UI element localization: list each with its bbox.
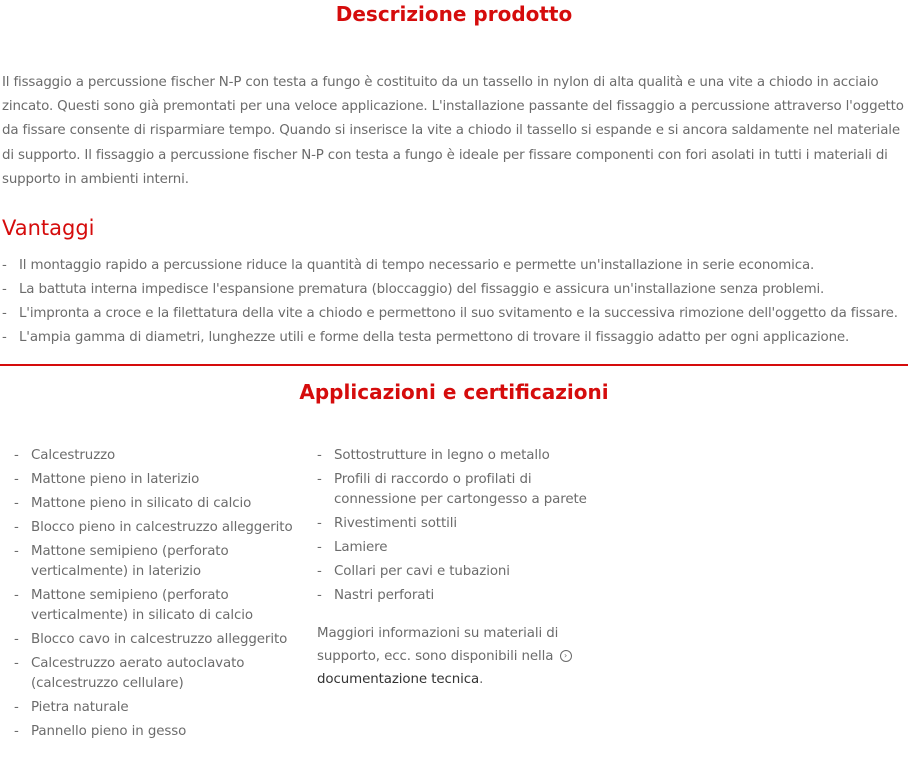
material-text: Calcestruzzo xyxy=(31,448,116,463)
advantage-text: La battuta interna impedisce l'espansione prematura (bloccaggio) del fissaggio e assicura un'installazione senza problemi. xyxy=(19,282,825,297)
advantages-list xyxy=(2,254,908,350)
dash-icon: - xyxy=(14,656,19,671)
material-text: Mattone semipieno (perforato verticalmente) in laterizio xyxy=(31,544,229,579)
application-text: Lamiere xyxy=(334,540,388,555)
application-text: Collari per cavi e tubazioni xyxy=(334,564,510,579)
dash-icon: - xyxy=(2,306,7,321)
list-item xyxy=(2,326,908,350)
material-text: Pietra naturale xyxy=(31,700,129,715)
list-item xyxy=(13,630,303,650)
dash-icon: - xyxy=(317,472,322,487)
description-text: Il fissaggio a percussione fischer N-P con testa a fungo è costituito da un tassello in nylon di alta qualità e una vite a chiodo in acciaio zincato. Questi sono già premontati per una veloce applicazione. L'installazione passante del fissaggio a percussione attraverso l'oggetto da fissare consente di risparmiare tempo. Quando si inserisce la vite a chiodo il tassello si espande e si ancora saldamente nel materiale di supporto. Il fissaggio a percussione fischer N-P con testa a fungo è ideale per fissare componenti con fori asolati in tutti i materiali di supporto in ambienti interni. xyxy=(2,75,904,187)
list-item xyxy=(2,302,908,326)
list-item xyxy=(13,446,303,466)
list-item xyxy=(316,514,606,534)
dash-icon: - xyxy=(14,724,19,739)
list-item xyxy=(316,538,606,558)
list-item xyxy=(13,586,303,626)
dash-icon: - xyxy=(317,516,322,531)
list-item xyxy=(13,542,303,582)
section-divider xyxy=(0,364,908,366)
dash-icon: - xyxy=(14,520,19,535)
application-text: Rivestimenti sottili xyxy=(334,516,457,531)
material-text: Calcestruzzo aerato autoclavato (calcestruzzo cellulare) xyxy=(31,656,245,691)
application-text: Profili di raccordo o profilati di connessione per cartongesso a parete xyxy=(334,472,587,507)
more-info-text: Maggiori informazioni su materiali di supporto, ecc. sono disponibili nella xyxy=(317,626,559,664)
dash-icon: - xyxy=(14,700,19,715)
dash-icon: - xyxy=(317,448,322,463)
chevron-right-circle-icon[interactable]: › xyxy=(560,650,572,662)
dash-icon: - xyxy=(317,540,322,555)
dash-icon: - xyxy=(14,544,19,559)
dash-icon: - xyxy=(14,472,19,487)
list-item xyxy=(13,470,303,490)
materials-list xyxy=(13,446,303,746)
list-item xyxy=(13,654,303,694)
dash-icon: - xyxy=(14,632,19,647)
material-text: Mattone semipieno (perforato verticalmente) in silicato di calcio xyxy=(31,588,253,623)
advantage-text: L'impronta a croce e la filettatura della vite a chiodo e permettono il suo svitamento e la successiva rimozione dell'oggetto da fissare. xyxy=(19,306,898,321)
dash-icon: - xyxy=(14,448,19,463)
application-text: Nastri perforati xyxy=(334,588,435,603)
dash-icon: - xyxy=(2,330,7,345)
list-item xyxy=(13,518,303,538)
description-title: Descrizione prodotto xyxy=(335,2,573,26)
dash-icon: - xyxy=(14,496,19,511)
advantage-text: Il montaggio rapido a percussione riduce la quantità di tempo necessario e permette un'installazione in serie economica. xyxy=(19,258,815,273)
material-text: Pannello pieno in gesso xyxy=(31,724,187,739)
list-item xyxy=(316,446,606,466)
dash-icon: - xyxy=(14,588,19,603)
dash-icon: - xyxy=(2,258,7,273)
material-text: Mattone pieno in silicato di calcio xyxy=(31,496,252,511)
list-item xyxy=(2,278,908,302)
material-text: Mattone pieno in laterizio xyxy=(31,472,200,487)
dash-icon: - xyxy=(317,564,322,579)
list-item xyxy=(316,586,606,606)
list-item xyxy=(2,254,908,278)
advantages-title: Vantaggi xyxy=(2,216,95,240)
list-item xyxy=(316,470,606,510)
link-suffix: . xyxy=(479,672,484,687)
dash-icon: - xyxy=(317,588,322,603)
list-item xyxy=(13,722,303,742)
technical-documentation-link[interactable]: documentazione tecnica xyxy=(317,672,480,687)
advantage-text: L'ampia gamma di diametri, lunghezze utili e forme della testa permettono di trovare il fissaggio adatto per ogni applicazione. xyxy=(19,330,850,345)
list-item xyxy=(13,698,303,718)
dash-icon: - xyxy=(2,282,7,297)
applications-list xyxy=(316,446,606,610)
more-info xyxy=(317,622,589,691)
application-text: Sottostrutture in legno o metallo xyxy=(334,448,550,463)
list-item xyxy=(316,562,606,582)
material-text: Blocco cavo in calcestruzzo alleggerito xyxy=(31,632,288,647)
list-item xyxy=(13,494,303,514)
applications-title: Applicazioni e certificazioni xyxy=(299,380,609,404)
material-text: Blocco pieno in calcestruzzo alleggerito xyxy=(31,520,293,535)
